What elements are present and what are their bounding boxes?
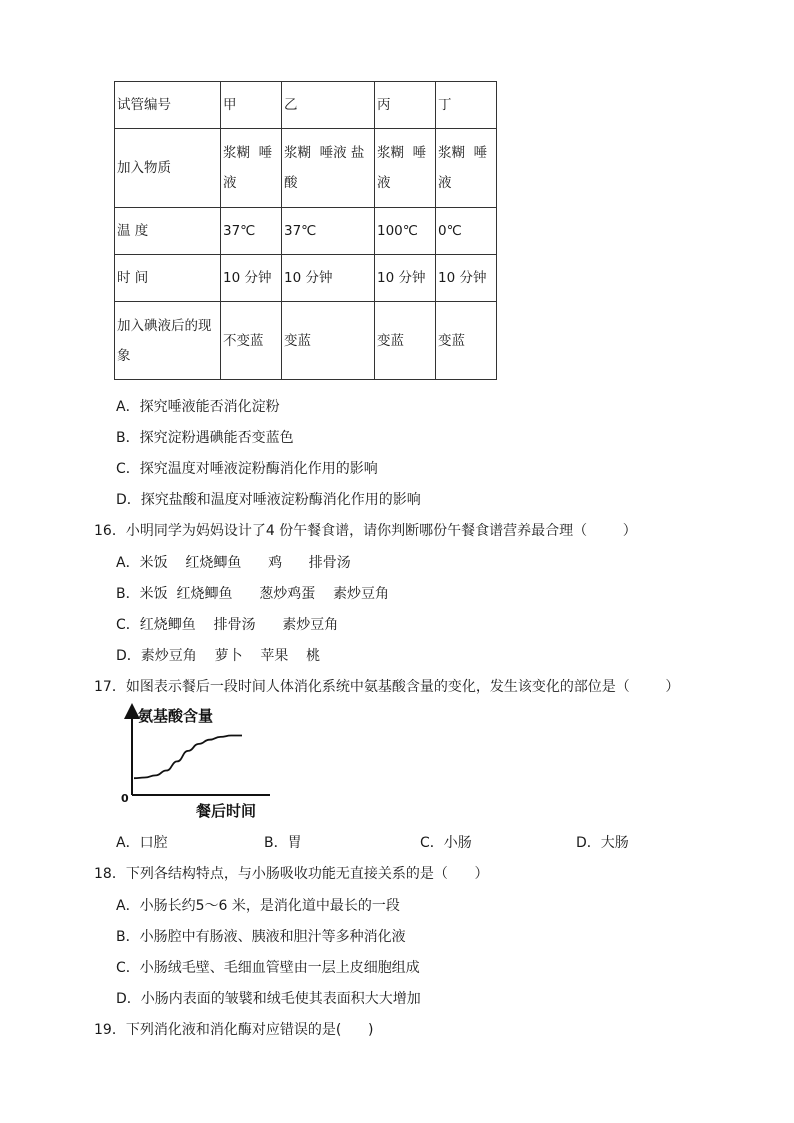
table-cell: 加入物质 [115,129,221,208]
x-axis-label: 餐后时间 [196,802,257,820]
q16-option-a: A．米饭 红烧鲫鱼 鸡 排骨汤 [116,555,351,571]
q18-option-d: D．小肠内表面的皱襞和绒毛使其表面积大大增加 [116,991,421,1007]
q18-option-a: A．小肠长约5～6 米，是消化道中最长的一段 [116,898,400,914]
table-cell: 乙 [282,82,375,129]
table-cell: 时 间 [115,255,221,302]
table-cell: 浆糊 唾 液 [436,129,497,208]
table-cell: 丙 [375,82,436,129]
table-cell: 37℃ [282,208,375,255]
experiment-table [114,81,497,380]
table-cell: 浆糊 唾 液 [375,129,436,208]
table-row [115,82,497,129]
amino-acid-chart [118,703,278,821]
table-cell: 变蓝 [282,302,375,380]
table-cell: 10 分钟 [375,255,436,302]
q19-stem: 19．下列消化液和消化酶对应错误的是( ) [94,1022,374,1038]
table-row [115,302,497,380]
table-cell: 变蓝 [436,302,497,380]
q18-option-b: B．小肠腔中有肠液、胰液和胆汁等多种消化液 [116,929,406,945]
q18-stem: 18．下列各结构特点，与小肠吸收功能无直接关系的是（ ） [94,866,489,882]
q17-option-a: A．口腔 [116,835,168,851]
q17-option-c: C．小肠 [420,835,472,851]
table-cell: 37℃ [221,208,282,255]
amino-acid-curve [134,736,242,779]
table-cell: 0℃ [436,208,497,255]
table-cell: 丁 [436,82,497,129]
q16-option-d: D．素炒豆角 萝卜 苹果 桃 [116,648,321,664]
table-row [115,129,497,208]
table-cell: 10 分钟 [282,255,375,302]
table-cell: 不变蓝 [221,302,282,380]
q16-option-c: C．红烧鲫鱼 排骨汤 素炒豆角 [116,617,339,633]
q15-option-a: A．探究唾液能否消化淀粉 [116,399,280,415]
y-axis-label: 氨基酸含量 [138,707,214,725]
table-cell: 浆糊 唾液 盐 酸 [282,129,375,208]
table-cell: 变蓝 [375,302,436,380]
table-row [115,255,497,302]
table-cell: 浆糊 唾 液 [221,129,282,208]
q17-option-b: B．胃 [264,835,302,851]
q15-option-d: D．探究盐酸和温度对唾液淀粉酶消化作用的影响 [116,492,421,508]
table-cell: 温 度 [115,208,221,255]
table-cell: 10 分钟 [436,255,497,302]
origin-label: 0 [121,792,129,805]
q16-option-b: B．米饭 红烧鲫鱼 葱炒鸡蛋 素炒豆角 [116,586,390,602]
q17-option-d: D．大肠 [576,835,629,851]
table-cell: 100℃ [375,208,436,255]
q17-stem: 17．如图表示餐后一段时间人体消化系统中氨基酸含量的变化，发生该变化的部位是（ ） [94,679,680,695]
table-cell: 甲 [221,82,282,129]
table-cell: 加入碘液后的现 象 [115,302,221,380]
table-cell: 试管编号 [115,82,221,129]
q16-stem: 16．小明同学为妈妈设计了4 份午餐食谱，请你判断哪份午餐食谱营养最合理（ ） [94,523,637,539]
q18-option-c: C．小肠绒毛壁、毛细血管壁由一层上皮细胞组成 [116,960,420,976]
q15-option-b: B．探究淀粉遇碘能否变蓝色 [116,430,294,446]
q15-option-c: C．探究温度对唾液淀粉酶消化作用的影响 [116,461,378,477]
table-cell: 10 分钟 [221,255,282,302]
table-row [115,208,497,255]
